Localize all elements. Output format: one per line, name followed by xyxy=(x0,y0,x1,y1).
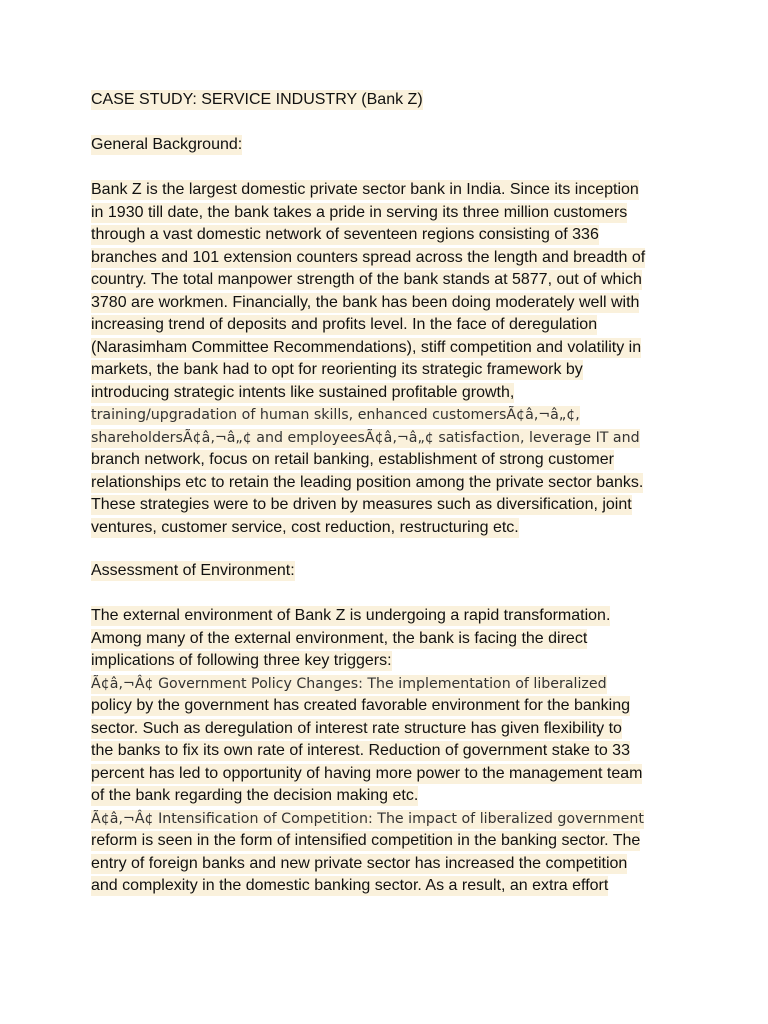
paragraph-line xyxy=(91,225,599,245)
paragraph-line-text: policy by the government has created favorable environment for the banking xyxy=(91,697,630,714)
section-heading-text: General Background: xyxy=(91,136,243,153)
paragraph-line-text: ventures, customer service, cost reduction, restructuring etc. xyxy=(91,518,519,536)
paragraph-line-text: shareholdersÃ¢â‚¬â„¢ and employeesÃ¢â‚¬â„¢ satisfaction, leverage IT and xyxy=(91,429,640,446)
paragraph-line xyxy=(91,450,614,470)
paragraph-line-text: markets, the bank had to opt for reorienting its strategic framework by xyxy=(91,361,583,378)
paragraph-line xyxy=(91,248,645,268)
section-heading-text: Assessment of Environment: xyxy=(91,562,295,579)
document-title-text: CASE STUDY: SERVICE INDUSTRY (Bank Z) xyxy=(91,91,423,108)
paragraph-line xyxy=(91,293,639,313)
paragraph-line xyxy=(91,360,583,380)
paragraph-line xyxy=(91,180,639,200)
paragraph-line xyxy=(91,270,642,290)
paragraph-line-text: Bank Z is the largest domestic private sector bank in India. Since its inception xyxy=(91,181,639,198)
paragraph-line-text: increasing trend of deposits and profits level. In the face of deregulation xyxy=(91,316,598,333)
document-title xyxy=(91,90,423,110)
paragraph-line xyxy=(91,696,630,716)
paragraph-line-text: introducing strategic intents like sustained profitable growth, xyxy=(91,383,515,401)
paragraph-line-text: Ã¢â‚¬Â¢ Government Policy Changes: The implementation of liberalized xyxy=(91,675,607,692)
paragraph-line-text: through a vast domestic network of seventeen regions consisting of 336 xyxy=(91,226,599,243)
paragraph-line xyxy=(91,719,622,739)
paragraph-line xyxy=(91,764,642,784)
paragraph-line-text: and complexity in the domestic banking sector. As a result, an extra effort xyxy=(91,877,609,894)
paragraph-line-text: 3780 are workmen. Financially, the bank has been doing moderately well with xyxy=(91,293,640,311)
section-heading-assessment xyxy=(91,561,295,581)
paragraph-line-text: country. The total manpower strength of the bank stands at 5877, out of which xyxy=(91,271,642,288)
paragraph-line-encoded xyxy=(91,428,640,448)
paragraph-line-text: the banks to fix its own rate of interest. Reduction of government stake to 33 xyxy=(91,742,630,759)
paragraph-line xyxy=(91,854,627,874)
paragraph-line xyxy=(91,495,632,515)
paragraph-line xyxy=(91,741,630,761)
section-heading-general-background xyxy=(91,135,242,155)
paragraph-line-text: in 1930 till date, the bank takes a pride in serving its three million customers xyxy=(91,203,628,221)
paragraph-line xyxy=(91,338,641,358)
paragraph-line-text: sector. Such as deregulation of interest rate structure has given flexibility to xyxy=(91,719,622,737)
paragraph-line xyxy=(91,383,514,403)
paragraph-line-text: branches and 101 extension counters spread across the length and breadth of xyxy=(91,248,646,266)
paragraph-line-text: The external environment of Bank Z is undergoing a rapid transformation. xyxy=(91,607,611,624)
paragraph-line xyxy=(91,651,392,671)
paragraph-line-text: entry of foreign banks and new private sector has increased the competition xyxy=(91,854,628,872)
paragraph-line xyxy=(91,629,587,649)
paragraph-line xyxy=(91,518,519,538)
paragraph-line xyxy=(91,831,640,851)
paragraph-line xyxy=(91,876,608,896)
bullet-line-government-policy xyxy=(91,674,607,694)
paragraph-line-text: of the bank regarding the decision making etc. xyxy=(91,787,419,804)
paragraph-line-text: implications of following three key triggers: xyxy=(91,652,392,669)
paragraph-line xyxy=(91,203,627,223)
paragraph-line-text: Ã¢â‚¬Â¢ Intensification of Competition: The impact of liberalized government xyxy=(91,810,644,827)
paragraph-line-text: reform is seen in the form of intensified competition in the banking sector. The xyxy=(91,832,641,849)
paragraph-line-encoded xyxy=(91,405,580,425)
paragraph-line xyxy=(91,473,643,493)
paragraph-line-text: percent has led to opportunity of having more power to the management team xyxy=(91,764,643,782)
paragraph-line xyxy=(91,606,610,626)
paragraph-line-text: (Narasimham Committee Recommendations), stiff competition and volatility in xyxy=(91,338,642,356)
paragraph-line-text: These strategies were to be driven by measures such as diversification, joint xyxy=(91,496,632,513)
paragraph-line xyxy=(91,786,418,806)
bullet-line-competition xyxy=(91,809,644,829)
paragraph-line-text: branch network, focus on retail banking, establishment of strong customer xyxy=(91,451,614,468)
paragraph-line-text: training/upgradation of human skills, enhanced customersÃ¢â‚¬â„¢, xyxy=(91,407,580,423)
paragraph-line-text: Among many of the external environment, the bank is facing the direct xyxy=(91,629,588,647)
paragraph-line-text: relationships etc to retain the leading position among the private sector banks. xyxy=(91,473,644,491)
paragraph-line xyxy=(91,315,597,335)
